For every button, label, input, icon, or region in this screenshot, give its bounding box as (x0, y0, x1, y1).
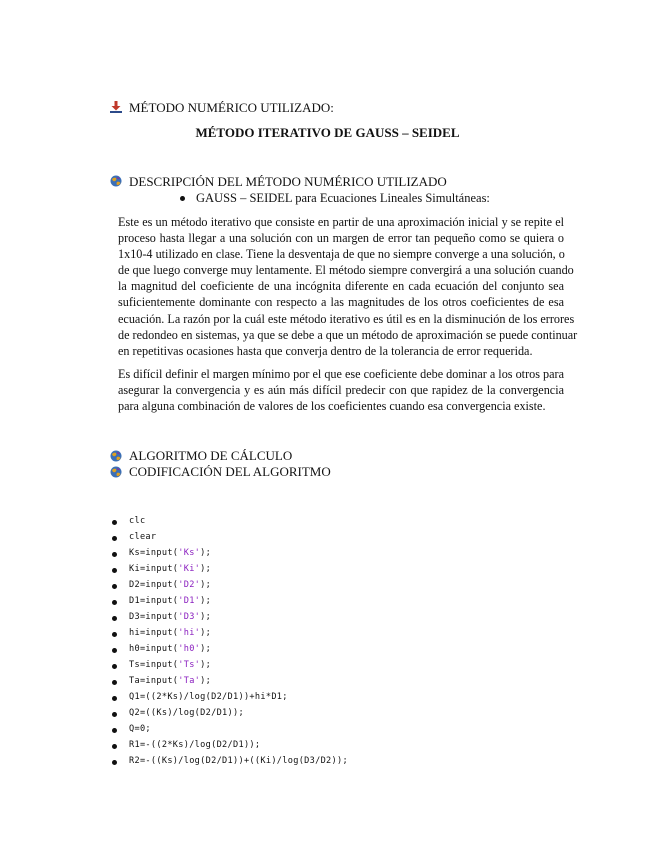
code-line (112, 612, 532, 628)
paragraph-line: Este es un método iterativo que consiste en partir de una aproximación inicial y se repite el (118, 215, 564, 229)
bullet-dot (112, 648, 117, 653)
code-line (112, 580, 532, 596)
code-line (112, 660, 532, 676)
code-token: clc (129, 516, 146, 526)
code-line (112, 532, 532, 548)
code-token: Q=0; (129, 724, 151, 734)
code-line (112, 724, 532, 740)
paragraph-line: asegurar la convergencia y es aún más difícil predecir con que rapidez de la convergencia (118, 383, 564, 398)
paragraph-line: ecuación. La razón por la cuál este método iterativo es útil es en la disminución de los errores (118, 311, 575, 326)
globe-icon (110, 466, 122, 478)
bullet-dot (112, 744, 117, 749)
paragraph-line: suficientemente dominante con respecto a las magnitudes de los otros coeficientes de esa (118, 295, 564, 310)
bullet-dot (112, 600, 117, 605)
bullet-dot (112, 680, 117, 685)
globe-icon (110, 175, 122, 187)
code-line (112, 708, 532, 724)
code-token: ); (200, 548, 212, 558)
code-text (129, 580, 211, 590)
code-token: Ki=input( (129, 564, 179, 574)
code-string: 'Ki' (178, 564, 201, 574)
bullet-dot (112, 520, 117, 525)
code-line (112, 740, 532, 756)
code-token: R1=-((2*Ks)/log(D2/D1)); (129, 740, 261, 750)
code-line (112, 676, 532, 692)
paragraph-line: de redondeo en sistemas, ya que se debe a que un método de aproximación se puede continuar (118, 327, 578, 342)
code-token: hi=input( (129, 628, 179, 638)
bullet-dot (112, 552, 117, 557)
code-text (129, 516, 145, 526)
code-text (129, 676, 211, 686)
code-line (112, 644, 532, 660)
bullet-dot (112, 616, 117, 621)
code-string: 'hi' (178, 628, 201, 638)
gauss-seidel-bullet: GAUSS – SEIDEL para Ecuaciones Lineales Simultáneas: (196, 191, 490, 205)
paragraph-line: proceso hasta llegar a una solución con un margen de error tan pequeño como se quiera o (118, 231, 564, 246)
bullet-dot (112, 728, 117, 733)
section-heading-descripcion: DESCRIPCIÓN DEL MÉTODO NUMÉRICO UTILIZADO (129, 174, 447, 189)
code-token: R2=-((Ks)/log(D2/D1))+((Ki)/log(D3/D2)); (129, 756, 348, 766)
code-text (129, 532, 156, 542)
paragraph-line: para alguna combinación de valores de los coeficientes cuando esa convergencia existe. (118, 399, 546, 414)
paragraph-line: en repetitivas ocasiones hasta que converja dentro de la tolerancia de error requerida. (118, 343, 533, 358)
code-text (129, 596, 211, 606)
globe-icon (110, 450, 122, 462)
code-token: ); (200, 644, 212, 654)
code-line (112, 628, 532, 644)
method-title: MÉTODO ITERATIVO DE GAUSS – SEIDEL (195, 125, 460, 140)
bullet-dot (112, 568, 117, 573)
code-text (129, 756, 348, 766)
bullet-dot (112, 760, 117, 765)
code-line (112, 516, 532, 532)
paragraph-line: de que luego converge muy lentamente. El método siempre convergirá a una solución cuando (118, 263, 574, 278)
code-line (112, 548, 532, 564)
code-string: 'Ta' (178, 676, 201, 686)
bullet-dot (112, 632, 117, 637)
code-text (129, 660, 211, 670)
code-token: Q1=((2*Ks)/log(D2/D1))+hi*D1; (129, 692, 288, 702)
code-token: ); (200, 564, 212, 574)
code-token: ); (200, 628, 212, 638)
section-heading-metodo: MÉTODO NUMÉRICO UTILIZADO: (129, 100, 334, 115)
code-text (129, 612, 211, 622)
code-text (129, 628, 211, 638)
bullet-dot (112, 584, 117, 589)
bullet-dot (112, 536, 117, 541)
paragraph-2 (118, 366, 564, 414)
code-text (129, 740, 260, 750)
code-line (112, 564, 532, 580)
code-token: clear (129, 532, 157, 542)
code-token: ); (200, 660, 212, 670)
code-text (129, 548, 211, 558)
bullet-dot (112, 696, 117, 701)
paragraph-1 (118, 214, 578, 359)
bullet-dot (112, 712, 117, 717)
download-arrow-icon (110, 101, 122, 113)
code-token: ); (200, 596, 212, 606)
bullet-dot (112, 664, 117, 669)
code-token: Ks=input( (129, 548, 179, 558)
code-token: Q2=((Ks)/log(D2/D1)); (129, 708, 244, 718)
code-string: 'D2' (178, 580, 201, 590)
code-text (129, 708, 244, 718)
paragraph-line: Es difícil definir el margen mínimo por el que ese coeficiente debe dominar a los otros para (118, 367, 564, 381)
code-text (129, 692, 288, 702)
code-token: Ts=input( (129, 660, 179, 670)
section-heading-algoritmo: ALGORITMO DE CÁLCULO (129, 448, 293, 463)
code-token: ); (200, 676, 212, 686)
code-token: Ta=input( (129, 676, 179, 686)
code-text (129, 644, 211, 654)
code-string: 'Ts' (178, 660, 201, 670)
code-token: ); (200, 580, 212, 590)
bullet-dot (180, 196, 185, 201)
code-token: ); (200, 612, 212, 622)
code-string: 'D3' (178, 612, 201, 622)
code-token: D3=input( (129, 612, 179, 622)
code-string: 'Ks' (178, 548, 201, 558)
code-line (112, 596, 532, 612)
paragraph-line: la magnitud del coeficiente de una incógnita diferente en cada ecuación del conjunto sea (118, 279, 564, 294)
code-token: D2=input( (129, 580, 179, 590)
code-line (112, 692, 532, 708)
code-text (129, 724, 151, 734)
code-line (112, 756, 532, 772)
section-heading-codificacion: CODIFICACIÓN DEL ALGORITMO (129, 464, 331, 479)
paragraph-line: 1x10-4 utilizado en clase. Tiene la desventaja de que no siempre converge a una solución, o (118, 247, 565, 262)
code-text (129, 564, 211, 574)
code-token: h0=input( (129, 644, 179, 654)
code-string: 'D1' (178, 596, 201, 606)
code-token: D1=input( (129, 596, 179, 606)
code-string: 'h0' (178, 644, 201, 654)
